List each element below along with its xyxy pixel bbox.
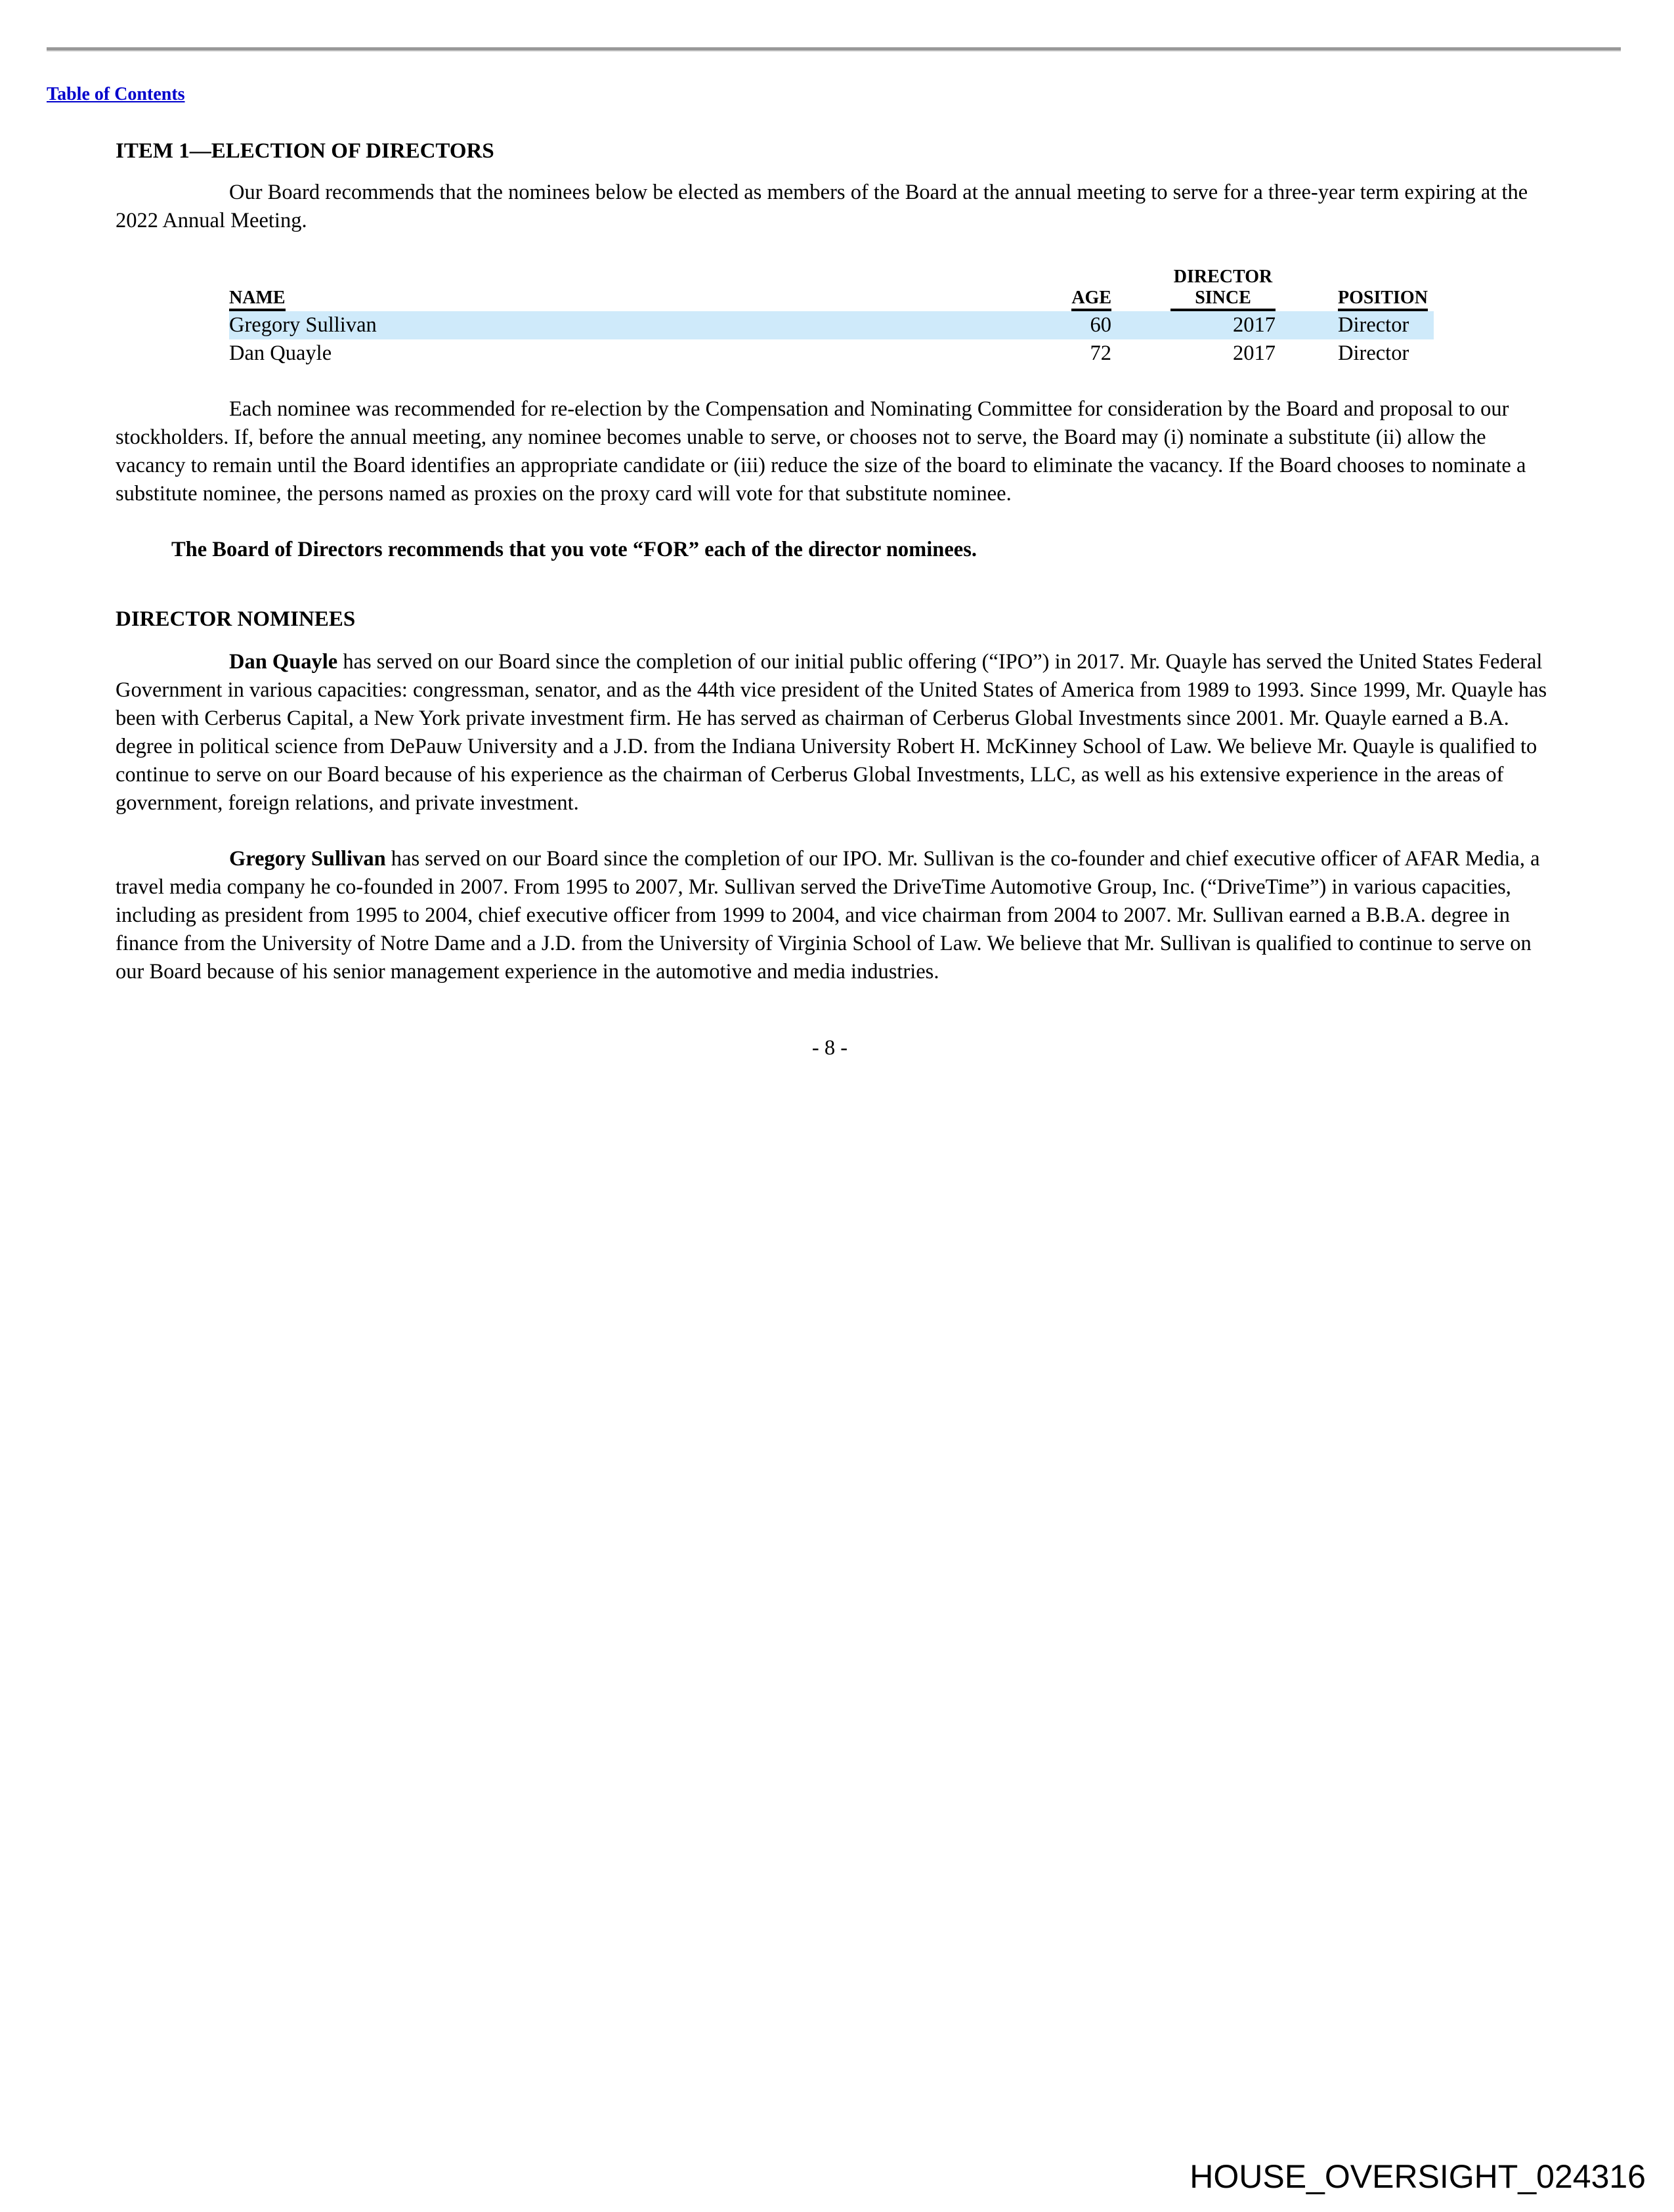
cell-age: 60	[1033, 311, 1111, 339]
cell-position: Director	[1338, 341, 1409, 365]
bio-gregory-sullivan	[116, 845, 1553, 986]
bio-dan-quayle	[116, 648, 1553, 817]
cell-age: 72	[1090, 341, 1111, 365]
cell-since: 2017	[1170, 311, 1276, 339]
top-rule	[47, 47, 1621, 52]
bates-stamp: HOUSE_OVERSIGHT_024316	[1190, 2158, 1646, 2195]
header-since: SINCE	[1170, 288, 1276, 311]
recommendation: The Board of Directors recommends that you vote “FOR” each of the director nominees.	[171, 538, 977, 561]
cell-position: Director	[1338, 311, 1434, 339]
bio-text: has served on our Board since the completion of our IPO. Mr. Sullivan is the co-founder and chief executive officer of AFAR Media, a travel media company he co-founded in 2007. From 1995 to 2007, Mr. Sullivan served the DriveTime Automotive Group, Inc. (“DriveTime”) in various capacities, including as president from 1995 to 2004, chief executive officer from 1999 to 2004, and vice chairman from 2004 to 2007. Mr. Sullivan earned a B.B.A. degree in finance from the University of Notre Dame and a J.D. from the University of Virginia School of Law. We believe that Mr. Sullivan is qualified to continue to serve on our Board because of his senior management experience in the automotive and media industries.	[116, 847, 1540, 984]
bio-name: Gregory Sullivan	[229, 847, 386, 871]
cell-name: Dan Quayle	[229, 341, 332, 365]
header-position: POSITION	[1338, 288, 1428, 311]
nomination-paragraph: Each nominee was recommended for re-election by the Compensation and Nominating Committee for consideration by the Board and proposal to our stockholders. If, before the annual meeting, any nominee becomes unable to serve, or chooses not to serve, the Board may (i) nominate a substitute (ii) allow the vacancy to remain until the Board identifies an appropriate candidate or (iii) reduce the size of the board to eliminate the vacancy. If the Board chooses to nominate a substitute nominee, the persons named as proxies on the proxy card will vote for that substitute nominee.	[116, 397, 1526, 506]
table-header-row	[229, 267, 1434, 311]
header-name: NAME	[229, 288, 286, 311]
table-of-contents-link[interactable]: Table of Contents	[47, 84, 185, 104]
table-row	[229, 311, 1434, 339]
header-age: AGE	[1071, 288, 1111, 311]
cell-since: 2017	[1233, 341, 1276, 365]
intro-paragraph: Our Board recommends that the nominees below be elected as members of the Board at the annual meeting to serve for a three-year term expiring at the 2022 Annual Meeting.	[116, 181, 1528, 232]
cell-name: Gregory Sullivan	[229, 311, 1033, 339]
nominees-table	[229, 267, 1434, 368]
page-number: - 8 -	[811, 1036, 848, 1060]
item-heading: ITEM 1—ELECTION OF DIRECTORS	[116, 139, 494, 163]
header-director: DIRECTOR	[1173, 267, 1273, 287]
bio-text: has served on our Board since the completion of our initial public offering (“IPO”) in 2017. Mr. Quayle has served the United States Federal Government in various capacities: congressman, senator, and as the 44th vice president of the United States of America from 1989 to 1993. Since 1999, Mr. Quayle has been with Cerberus Capital, a New York private investment firm. He has served as chairman of Cerberus Global Investments since 2001. Mr. Quayle earned a B.A. degree in political science from DePauw University and a J.D. from the Indiana University Robert H. McKinney School of Law. We believe Mr. Quayle is qualified to continue to serve on our Board because of his experience as the chairman of Cerberus Global Investments, LLC, as well as his extensive experience in the areas of government, foreign relations, and private investment.	[116, 650, 1547, 815]
table-row	[229, 339, 1434, 368]
bio-name: Dan Quayle	[229, 650, 338, 674]
nominees-heading: DIRECTOR NOMINEES	[116, 607, 356, 631]
